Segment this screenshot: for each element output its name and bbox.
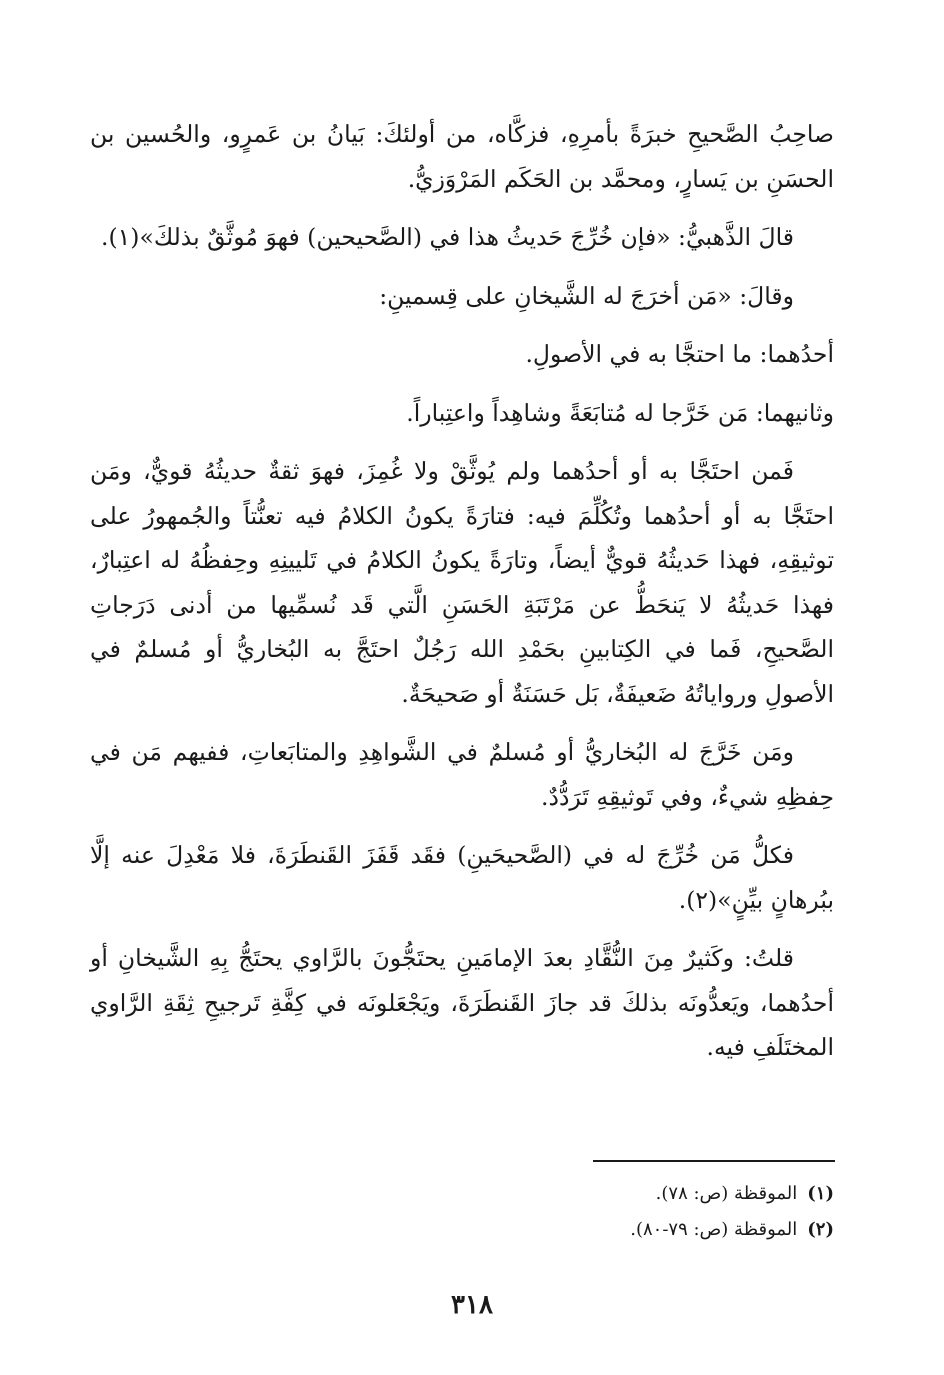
paragraph: وثانيهما: مَن خَرَّجا له مُتابَعَةً وشاهِداً واعتِباراً. — [406, 398, 834, 427]
paragraph: قلتُ: وكَثيرٌ مِنَ النُّقَّادِ بعدَ الإمامَينِ يحتَجُّونَ بالرَّاوي يحتَجُّ بِهِ الشَّيخانِ أو أحدُهما، ويَعدُّونَه بذلكَ قد جازَ القَنطَرَةَ، ويَجْعَلونَه في كِفَّةِ تَرجيحِ ثِقَةِ الرَّاوي المختَلَفِ فيه. — [90, 944, 834, 1061]
main-text — [90, 112, 834, 1084]
page-number: ٣١٨ — [451, 1290, 493, 1320]
footnote-text: الموقظة (ص: ٧٩-٨٠). — [630, 1219, 798, 1240]
paragraph: فكلُّ مَن خُرِّجَ له في (الصَّحيحَينِ) فقَد قَفَزَ القَنطَرَةَ، فلا مَعْدِلَ عنه إلَّا ببُرهانٍ بيِّنٍ»(٢). — [90, 841, 834, 914]
paragraph: صاحِبُ الصَّحيحِ خبرَةً بأمرِهِ، فزكَّاه، من أولئكَ: بَيانُ بن عَمرٍو، والحُسين بن الحسَنِ بن يَسارٍ، ومحمَّد بن الحَكَم المَرْوَزيُّ. — [90, 120, 834, 193]
footnote-divider — [593, 1160, 835, 1162]
paragraph: قالَ الذَّهبيُّ: «فإن خُرِّجَ حَديثُ هذا في (الصَّحيحين) فهوَ مُوثَّقٌ بذلكَ»(١). — [101, 223, 794, 251]
footnote-text: الموقظة (ص: ٧٨). — [655, 1183, 798, 1204]
footnote-number: (٢) — [807, 1219, 834, 1240]
paragraph: أحدُهما: ما احتجَّا به في الأصولِ. — [525, 340, 834, 368]
paragraph: وقالَ: «مَن أخرَجَ له الشَّيخانِ على قِسمينِ: — [379, 281, 794, 310]
footnote — [90, 1212, 834, 1248]
footnote — [90, 1176, 834, 1212]
paragraph: فَمن احتَجَّا به أو أحدُهما ولم يُوثَّقْ ولا غُمِزَ، فهوَ ثقةٌ حديثُهُ قويٌّ، ومَن احتَجَّا به أو أحدُهما وتُكُلِّمَ فيه: فتارَةً يكونُ الكلامُ فيه تعنُّتاً والجُمهورُ على توثيقِهِ، فهذا حَديثُهُ قويٌّ أيضاً، وتارَةً يكونُ الكلامُ في تَليينِهِ وحِفظُهُ له اعتِبارٌ، فهذا حَديثُهُ لا يَنحَطُّ عن مَرْتَبَةِ الحَسَنِ الَّتي قَد نُسمِّيها من أدنى دَرَجاتِ الصَّحيحِ، فَما في الكِتابينِ بحَمْدِ الله رَجُلٌ احتَجَّ به البُخاريُّ أو مُسلمٌ في الأصولِ ورواياتُهُ ضَعيفَةٌ، بَل حَسَنَةٌ أو صَحيحَةٌ. — [90, 457, 834, 708]
paragraph: ومَن خَرَّجَ له البُخاريُّ أو مُسلمٌ في الشَّواهِدِ والمتابَعاتِ، ففيهم مَن في حِفظِهِ شيءٌ، وفي تَوثيقِهِ تَرَدُّدٌ. — [90, 738, 834, 811]
footnotes — [90, 1176, 834, 1248]
footnote-number: (١) — [807, 1183, 834, 1204]
